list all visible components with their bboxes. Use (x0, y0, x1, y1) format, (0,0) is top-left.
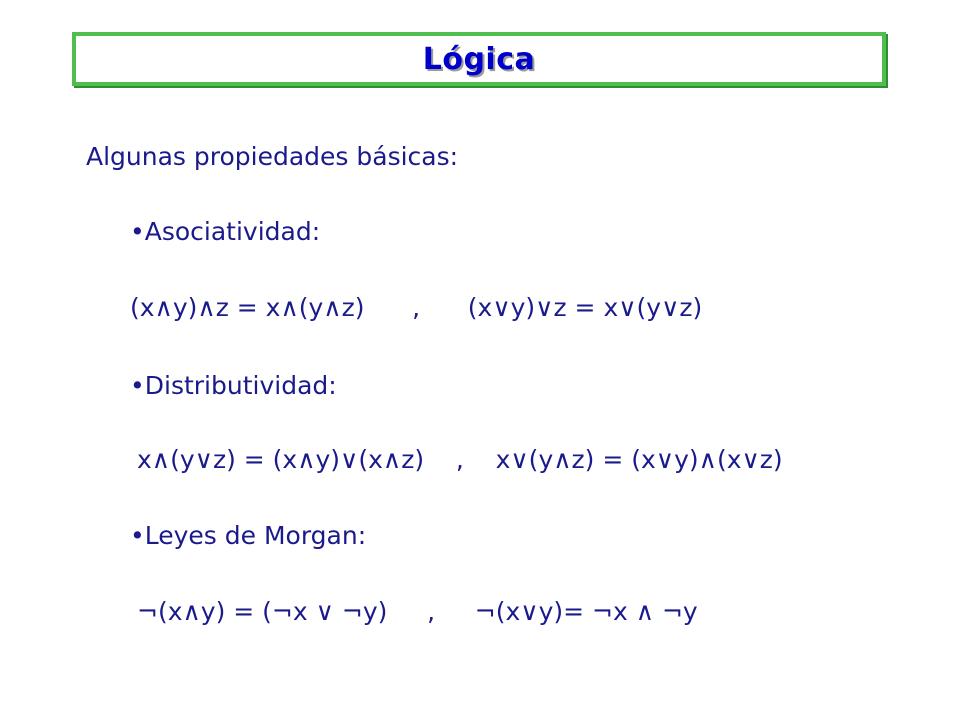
property-label-associativity: •Asociatividad: (130, 217, 321, 246)
property-label-de-morgan: •Leyes de Morgan: (130, 521, 367, 550)
property-label-distributivity: •Distributividad: (130, 371, 337, 400)
property-formula-associativity: (x∧y)∧z = x∧(y∧z) , (x∨y)∨z = x∨(y∨z) (130, 293, 703, 322)
title-banner (72, 32, 886, 86)
property-formula-de-morgan: ¬(x∧y) = (¬x ∨ ¬y) , ¬(x∨y)= ¬x ∧ ¬y (137, 597, 698, 626)
section-heading: Algunas propiedades básicas: (86, 142, 459, 171)
property-formula-distributivity: x∧(y∨z) = (x∧y)∨(x∧z) , x∨(y∧z) = (x∨y)∧(x∨z) (137, 445, 783, 474)
slide-title: Lógica (422, 42, 536, 77)
